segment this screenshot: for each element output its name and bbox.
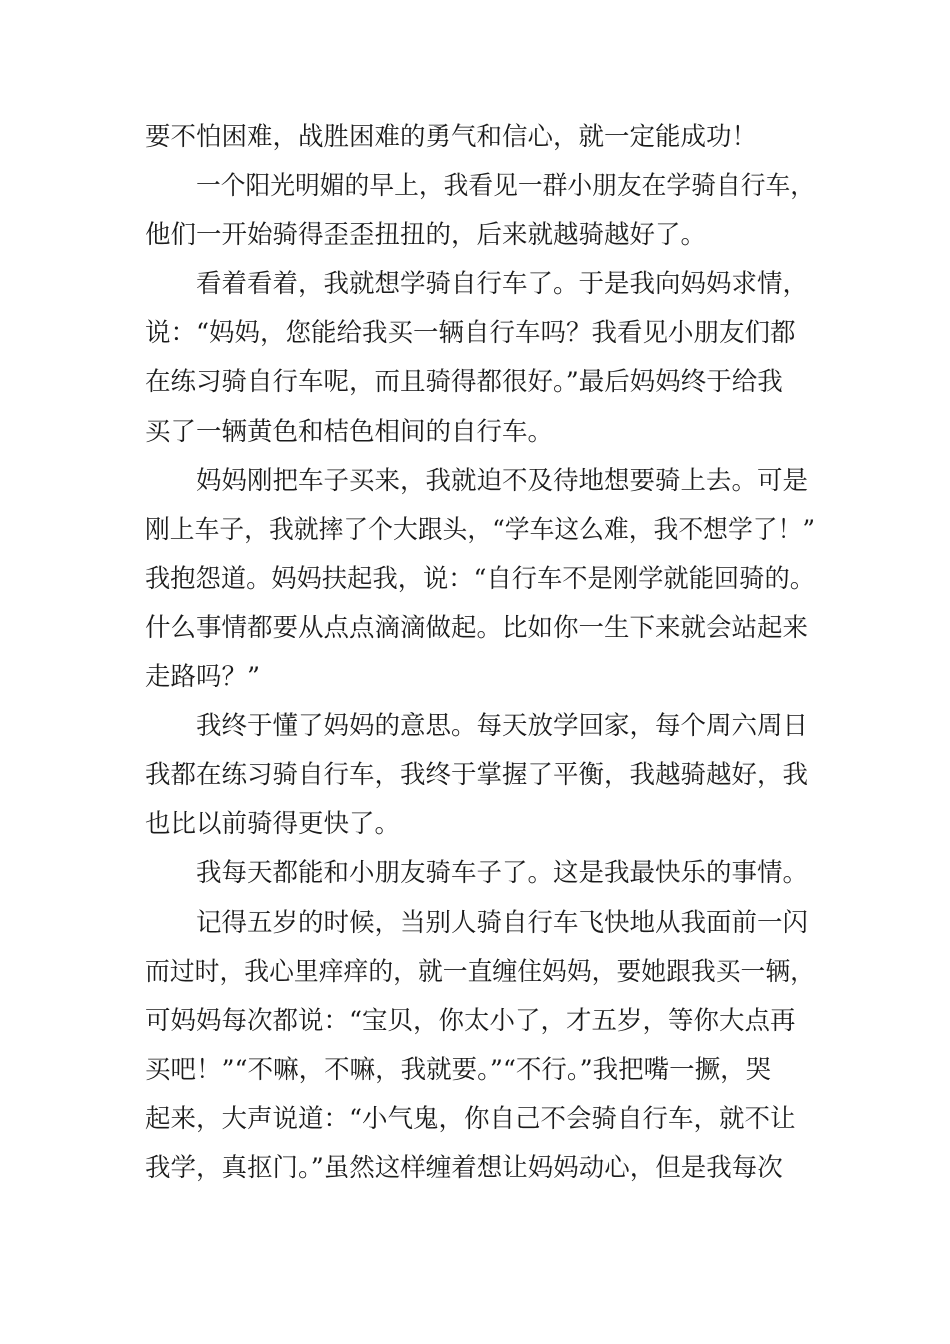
text-line: 记得五岁的时候，当别人骑自行车飞快地从我面前一闪 bbox=[196, 907, 809, 938]
text-line: 妈妈刚把车子买来，我就迫不及待地想要骑上去。可是 bbox=[196, 465, 809, 496]
body-text bbox=[145, 113, 815, 1193]
text-line: 刚上车子，我就摔了个大跟头，“学车这么难，我不想学了！” bbox=[145, 514, 815, 545]
text-line: 看着看着，我就想学骑自行车了。于是我向妈妈求情， bbox=[196, 269, 809, 300]
text-line: 他们一开始骑得歪歪扭扭的，后来就越骑越好了。 bbox=[145, 220, 707, 251]
text-line: 什么事情都要从点点滴滴做起。比如你一生下来就会站起来 bbox=[145, 612, 809, 643]
text-line: 我都在练习骑自行车，我终于掌握了平衡，我越骑越好，我 bbox=[145, 760, 809, 791]
text-line: 一个阳光明媚的早上，我看见一群小朋友在学骑自行车， bbox=[196, 171, 815, 202]
text-line: 要不怕困难，战胜困难的勇气和信心，就一定能成功！ bbox=[145, 122, 758, 152]
text-line: 买了一辆黄色和桔色相间的自行车。 bbox=[145, 416, 554, 447]
text-line: 起来，大声说道：“小气鬼，你自己不会骑自行车，就不让 bbox=[145, 1103, 796, 1134]
text-line: 走路吗？” bbox=[145, 662, 261, 693]
text-line: 说：“妈妈，您能给我买一辆自行车吗？我看见小朋友们都 bbox=[145, 318, 796, 349]
text-line: 我抱怨道。妈妈扶起我，说：“自行车不是刚学就能回骑的。 bbox=[145, 563, 815, 594]
text-line: 我每天都能和小朋友骑车子了。这是我最快乐的事情。 bbox=[196, 858, 809, 889]
text-line: 我学，真抠门。”虽然这样缠着想让妈妈动心，但是我每次 bbox=[145, 1152, 783, 1183]
text-line: 可妈妈每次都说：“宝贝，你太小了，才五岁，等你大点再 bbox=[145, 1005, 796, 1036]
text-line: 我终于懂了妈妈的意思。每天放学回家，每个周六周日 bbox=[196, 711, 809, 742]
text-line: 在练习骑自行车呢，而且骑得都很好。”最后妈妈终于给我 bbox=[145, 367, 783, 398]
text-line: 买吧！”“不嘛，不嘛，我就要。”“不行。”我把嘴一撅，哭 bbox=[145, 1054, 772, 1085]
text-line: 也比以前骑得更快了。 bbox=[145, 809, 401, 840]
text-line: 而过时，我心里痒痒的，就一直缠住妈妈，要她跟我买一辆， bbox=[145, 956, 815, 987]
